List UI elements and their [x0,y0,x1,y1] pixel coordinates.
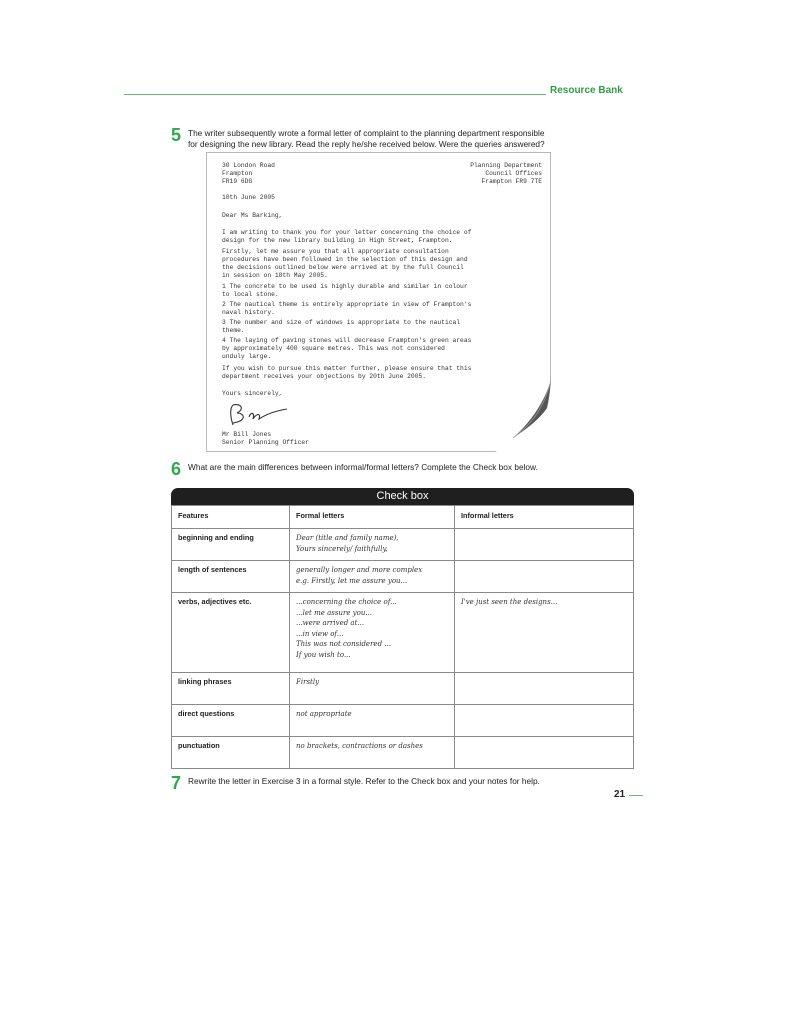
exercise-7-number: 7 [171,773,182,793]
informal-cell[interactable] [455,673,634,705]
letter-body-line: in session on 18th May 2005. [222,272,328,279]
letter-signatory-role: Senior Planning Officer [222,439,309,446]
header-rule [124,94,546,95]
checkbox-table [171,505,634,769]
formal-example: ...were arrived at... [296,619,365,627]
formal-example: This was not considered ... [296,640,391,648]
sender-address-line: Frampton [222,170,253,177]
checkbox-title: Check box [171,488,634,505]
exercise-6-number: 6 [171,459,182,479]
exercise-5-number: 5 [171,125,182,145]
letter-signatory: Mr Bill Jones [222,431,272,438]
letter-body-line: the decisions outlined below were arrived at by the full Council [222,264,464,271]
feature-cell: beginning and ending [172,529,290,561]
formal-example: generally longer and more complex [296,566,423,574]
feature-cell: verbs, adjectives etc. [172,593,290,673]
section-title: Resource Bank [550,85,623,96]
informal-cell[interactable] [455,529,634,561]
column-header: Features [172,506,290,529]
letter-body-line: to local stone. [222,291,279,298]
formal-cell [290,705,455,737]
page-number: 21 [614,789,626,800]
letter-date: 10th June 2005 [222,194,275,201]
table-row [172,705,634,737]
table-row [172,593,634,673]
letter-body-line: If you wish to pursue this matter further, please ensure that this [222,365,472,372]
table-header-row [172,506,634,529]
column-header: Informal letters [455,506,634,529]
formal-example: ...in view of... [296,629,344,638]
letter-body-line: Firstly, let me assure you that all appropriate consultation [222,248,449,255]
exercise-7-text: Rewrite the letter in Exercise 3 in a formal style. Refer to the Check box and your notes for help. [188,776,540,786]
formal-example: Dear (title and family name), [296,534,399,542]
sender-address-line: FR19 6DG [222,178,253,185]
formal-cell [290,673,455,705]
recipient-address-line: Council Offices [485,170,542,177]
informal-cell[interactable] [455,593,634,673]
feature-cell: length of sentences [172,561,290,593]
letter-body-line: by approximately 400 square metres. This was not considered [222,345,445,352]
letter-body-line: naval history. [222,309,275,316]
formal-cell [290,529,455,561]
formal-example: not appropriate [296,710,352,718]
sender-address-line: 30 London Road [222,162,275,169]
table-row [172,529,634,561]
formal-example: Yours sincerely/ faithfully, [296,544,388,553]
letter-body-line: 1 The concrete to be used is highly durable and similar in colour [222,283,468,290]
formal-example: If you wish to... [296,650,351,659]
informal-cell[interactable] [455,737,634,769]
handwritten-signature [225,399,295,429]
exercise-5-line-1: The writer subsequently wrote a formal letter of complaint to the planning department responsible [188,128,545,138]
letter-body-line: I am writing to thank you for your letter concerning the choice of [222,229,472,236]
formal-example: Firstly [296,678,320,686]
letter-salutation: Dear Ms Barking, [222,212,283,219]
formal-example: e.g. Firstly, let me assure you... [296,576,408,585]
page-number-rule [629,795,643,796]
letter-body-line: 4 The laying of paving stones will decrease Frampton's green areas [222,337,472,344]
letter-body-line: unduly large. [222,353,272,360]
letter-body-line: 3 The number and size of windows is appropriate to the nautical [222,319,461,326]
formal-reply-letter [206,152,551,452]
letter-body-line: 2 The nautical theme is entirely appropriate in view of Frampton's [222,301,472,308]
letter-body-line: theme. [222,327,245,334]
exercise-6-text: What are the main differences between informal/formal letters? Complete the Check box below. [188,462,538,472]
exercise-5-line-2: for designing the new library. Read the reply he/she received below. Were the queries answered? [188,139,545,149]
letter-body-line: department receives your objections by 20th June 2005. [222,373,427,380]
table-row [172,737,634,769]
table-row [172,673,634,705]
letter-body-line: design for the new library building in High Street, Frampton. [222,237,453,244]
formal-example: ...concerning the choice of... [296,598,397,606]
table-row [172,561,634,593]
formal-cell [290,737,455,769]
formal-cell [290,593,455,673]
page-curl [495,380,551,452]
formal-example: no brackets, contractions or dashes [296,742,423,750]
feature-cell: direct questions [172,705,290,737]
column-header: Formal letters [290,506,455,529]
formal-cell [290,561,455,593]
formal-example: ...let me assure you... [296,608,373,617]
feature-cell: linking phrases [172,673,290,705]
feature-cell: punctuation [172,737,290,769]
letter-closing: Yours sincerely, [222,390,283,397]
informal-cell[interactable] [455,705,634,737]
informal-example: I've just seen the designs... [461,598,558,606]
recipient-address-line: Frampton FR9 7TE [481,178,542,185]
recipient-address-line: Planning Department [470,162,542,169]
letter-body-line: procedures have been followed in the selection of this design and [222,256,468,263]
informal-cell[interactable] [455,561,634,593]
